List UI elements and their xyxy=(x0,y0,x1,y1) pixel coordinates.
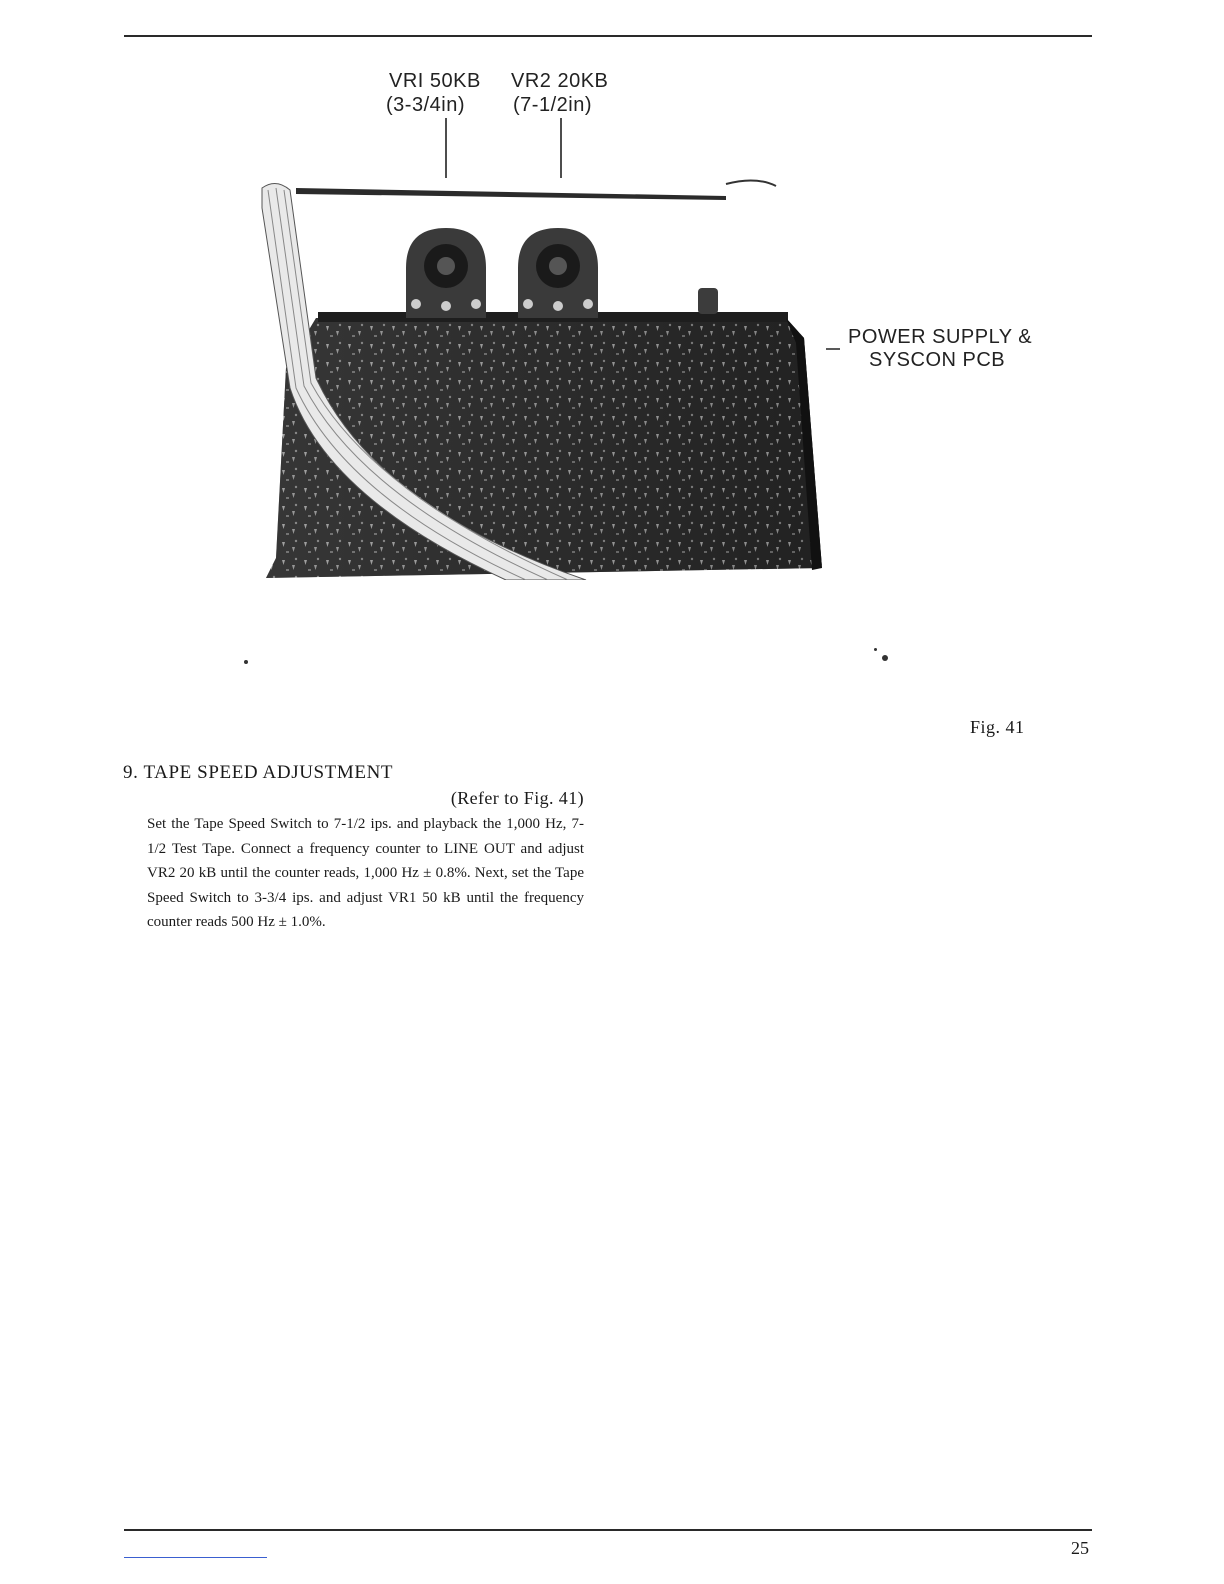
scan-speck xyxy=(882,655,888,661)
bottom-rule xyxy=(124,1529,1092,1531)
pcb-photo xyxy=(256,178,826,580)
scan-speck xyxy=(874,648,877,651)
vr2-label: VR2 20KB xyxy=(511,70,609,92)
vr1-label: VRI 50KB xyxy=(389,70,481,92)
blue-underline xyxy=(124,1557,267,1558)
figure-reference: (Refer to Fig. 41) xyxy=(450,788,584,808)
vr2-speed-label: (7-1/2in) xyxy=(513,94,592,116)
pcb-label-line2: SYSCON PCB xyxy=(869,349,1006,371)
scan-speck xyxy=(244,660,248,664)
vr1-speed-label: (3-3/4in) xyxy=(386,94,465,116)
figure-label: Fig. 41 xyxy=(970,717,1025,737)
section-body: Set the Tape Speed Switch to 7-1/2 ips. and playback the 1,000 Hz, 7-1/2 Test Tape. Connect a frequency counter to LINE OUT and adjust VR2 20 kB until the counter reads, 1,000 Hz ± 0.8%. Next, set the Tape Speed Switch to 3-3/4 ips. and adjust VR1 50 kB until the frequency counter reads 500 Hz ± 1.0%. xyxy=(147,816,584,930)
section-title: 9. TAPE SPEED ADJUSTMENT xyxy=(123,762,394,783)
pcb-label-line1: POWER SUPPLY & xyxy=(848,326,1033,348)
page-number: 25 xyxy=(1071,1538,1089,1558)
